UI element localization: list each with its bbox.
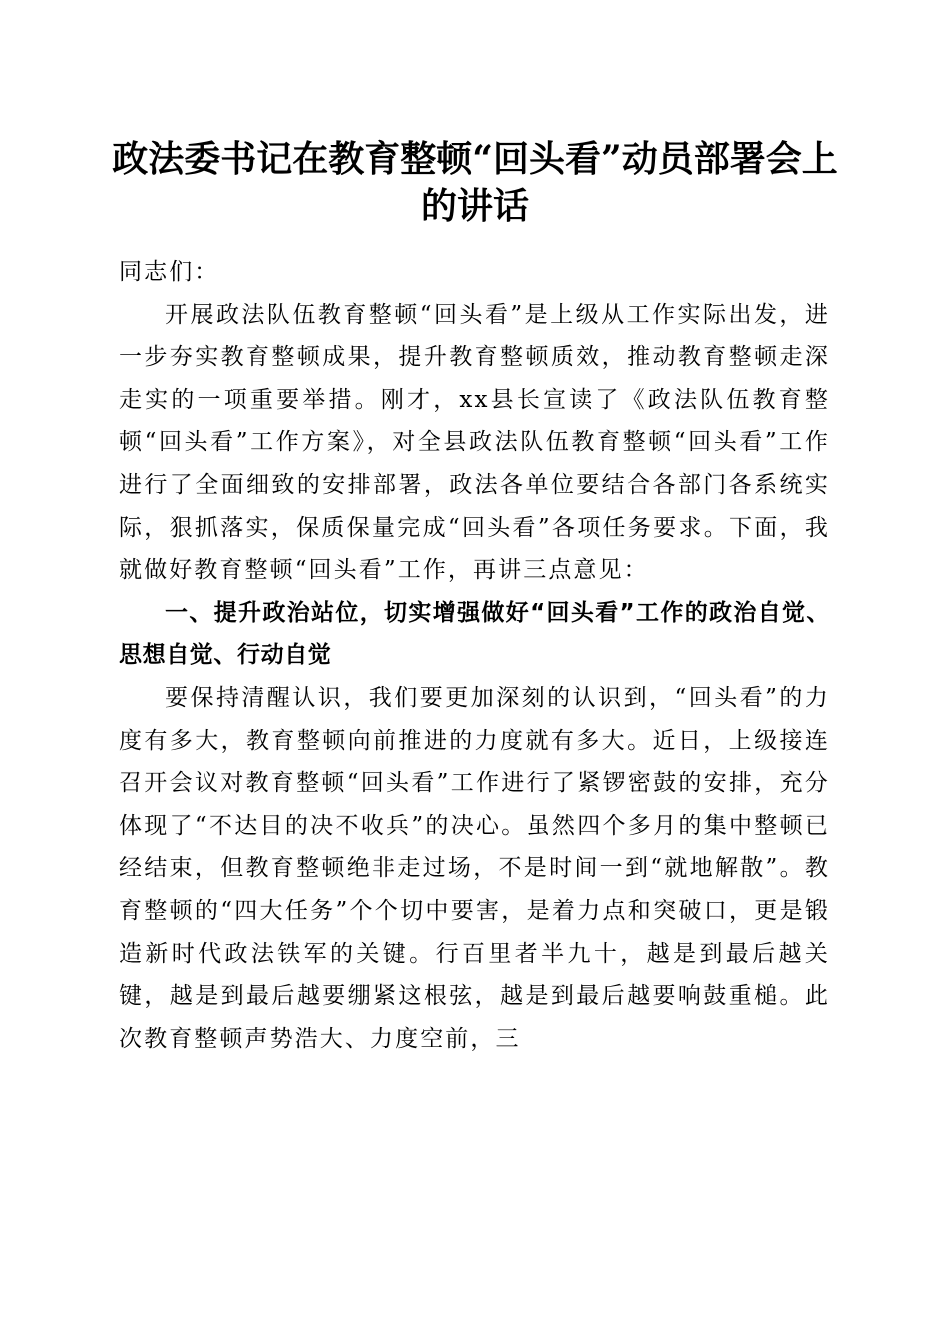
- salutation: 同志们：: [119, 259, 220, 285]
- paragraph-intro: 开展政法队伍教育整顿“回头看”是上级从工作实际出发，进一步夯实教育整顿成果，提升教育整顿质效，推动教育整顿走深走实的一项重要举措。刚才，xx县长宣读了《政法队伍教育整顿“回头看”工作方案》，对全县政法队伍教育整顿“回头看”工作进行了全面细致的安排部署，政法各单位要结合各部门各系统实际，狠抓落实，保质保量完成“回头看”各项任务要求。下面，我就做好教育整顿“回头看”工作，再讲三点意见：: [119, 301, 830, 584]
- document-body: [119, 251, 830, 1060]
- paragraph-section-1: 要保持清醒认识，我们要更加深刻的认识到，“回头看”的力度有多大，教育整顿向前推进的力度就有多大。近日，上级接连召开会议对教育整顿“回头看”工作进行了紧锣密鼓的安排，充分体现了“不达目的决不收兵”的决心。虽然四个多月的集中整顿已经结束，但教育整顿绝非走过场，不是时间一到“就地解散”。教育整顿的“四大任务”个个切中要害，是着力点和突破口，更是锻造新时代政法铁军的关键。行百里者半九十，越是到最后越关键，越是到最后越要绷紧这根弦，越是到最后越要响鼓重槌。此次教育整顿声势浩大、力度空前，三: [119, 684, 830, 1052]
- section-heading-1: 一、提升政治站位，切实增强做好“回头看”工作的政治自觉、思想自觉、行动自觉: [119, 599, 830, 669]
- document-title: 政法委书记在教育整顿“回头看”动员部署会上的讲话: [112, 138, 838, 227]
